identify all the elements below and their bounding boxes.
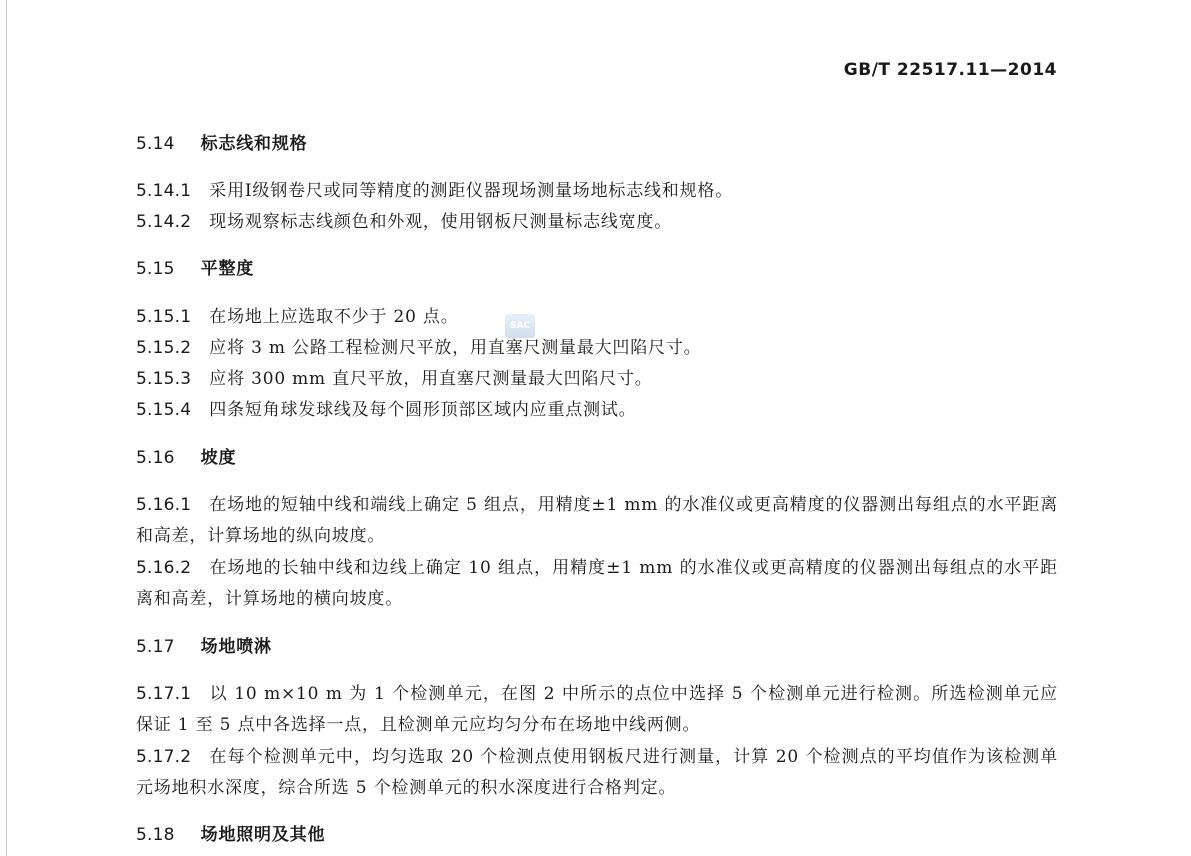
clause-text: 现场观察标志线颜色和外观，使用钢板尺测量标志线宽度。 — [209, 212, 673, 232]
clause-number: 5.14.2 — [136, 212, 192, 232]
clause-5-15-3 — [136, 364, 1058, 395]
clause-number: 5.16.1 — [136, 495, 192, 515]
clause-number: 5.16.2 — [136, 558, 192, 578]
clause-number: 5.15.1 — [136, 307, 192, 327]
clause-number: 5.15.4 — [136, 400, 192, 420]
clause-5-14-2 — [136, 207, 1058, 238]
clause-number: 5.15.2 — [136, 338, 192, 358]
clause-5-14-1 — [136, 176, 1058, 207]
clause-text: 四条短角球发球线及每个圆形顶部区域内应重点测试。 — [209, 400, 637, 420]
standard-code: GB/T 22517.11—2014 — [843, 60, 1057, 80]
clause-text: 应将 300 mm 直尺平放，用直塞尺测量最大凹陷尺寸。 — [209, 369, 653, 389]
clause-5-16-2 — [136, 553, 1058, 615]
clause-5-17-1 — [136, 679, 1058, 741]
section-title: 坡度 — [200, 448, 237, 468]
clause-5-15-2 — [136, 333, 1058, 364]
clause-text: 在场地上应选取不少于 20 点。 — [209, 307, 459, 327]
section-number: 5.16 — [136, 448, 175, 468]
section-title: 场地喷淋 — [200, 637, 272, 657]
clause-text: 在每个检测单元中，均匀选取 20 个检测点使用钢板尺进行测量，计算 20 个检测点的平均值作为该检测单元场地积水深度，综合所选 5 个检测单元的积水深度进行合格判定。 — [136, 747, 1058, 798]
section-number: 5.15 — [136, 259, 175, 279]
clause-text: 在场地的长轴中线和边线上确定 10 组点，用精度±1 mm 的水准仪或更高精度的仪器测出每组点的水平距离和高差，计算场地的横向坡度。 — [136, 558, 1058, 609]
clause-text: 应将 3 m 公路工程检测尺平放，用直塞尺测量最大凹陷尺寸。 — [209, 338, 702, 358]
section-heading-5-14 — [136, 129, 1058, 160]
clause-5-16-1 — [136, 490, 1058, 552]
clause-text: 以 10 m×10 m 为 1 个检测单元，在图 2 中所示的点位中选择 5 个检测单元进行检测。所选检测单元应保证 1 至 5 点中各选择一点，且检测单元应均匀分布在场地中线两侧。 — [136, 684, 1058, 735]
section-number: 5.18 — [136, 825, 175, 845]
clause-5-15-1 — [136, 302, 1058, 333]
clause-number: 5.15.3 — [136, 369, 192, 389]
clause-text: 在场地的短轴中线和端线上确定 5 组点，用精度±1 mm 的水准仪或更高精度的仪器测出每组点的水平距离和高差，计算场地的纵向坡度。 — [136, 495, 1058, 546]
clause-number: 5.17.1 — [136, 684, 192, 704]
section-heading-5-17 — [136, 632, 1058, 663]
clause-number: 5.17.2 — [136, 747, 192, 767]
section-heading-5-18 — [136, 820, 1058, 851]
section-heading-5-16 — [136, 443, 1058, 474]
clause-5-17-2 — [136, 742, 1058, 804]
section-title: 场地照明及其他 — [200, 825, 326, 845]
page-edge-line — [6, 0, 7, 856]
clause-number: 5.14.1 — [136, 181, 192, 201]
clause-5-15-4 — [136, 395, 1058, 426]
section-title: 标志线和规格 — [200, 134, 308, 154]
sac-watermark-logo: SAC — [505, 314, 535, 338]
section-title: 平整度 — [200, 259, 255, 279]
section-heading-5-15 — [136, 254, 1058, 285]
section-number: 5.14 — [136, 134, 175, 154]
clause-text: 采用Ⅰ级钢卷尺或同等精度的测距仪器现场测量场地标志线和规格。 — [209, 181, 733, 201]
section-number: 5.17 — [136, 637, 175, 657]
